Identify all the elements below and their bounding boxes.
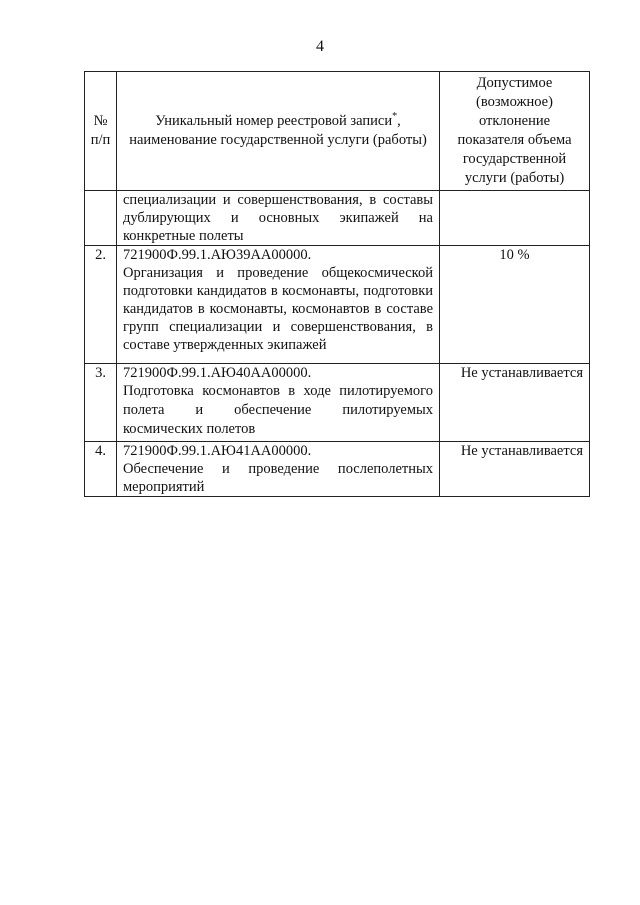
table-row bbox=[85, 246, 590, 364]
row-code: 721900Ф.99.1.АЮ39АА00000. bbox=[123, 247, 312, 263]
row-number: 2. bbox=[85, 246, 117, 364]
row-description bbox=[117, 191, 440, 246]
row-text: Организация и проведение общекосмической подготовки кандидатов в космонавты, подготовки кандидатов в космонавты, космонавтов в составе групп специализации и совершенствования, в составе утвержденных экипажей bbox=[123, 265, 433, 353]
header-number-line2: п/п bbox=[90, 132, 111, 148]
registry-table bbox=[84, 71, 590, 497]
row-deviation: Не устанавливается bbox=[440, 442, 590, 497]
row-number: 4. bbox=[85, 442, 117, 497]
header-number-line1: № bbox=[93, 113, 108, 129]
footnote-mark: * bbox=[392, 111, 398, 123]
row-code: 721900Ф.99.1.АЮ40АА00000. bbox=[123, 365, 312, 381]
row-deviation: Не устанавливается bbox=[440, 364, 590, 442]
header-name-text: Уникальный номер реестровой записи bbox=[155, 113, 393, 129]
row-text: специализации и совершенствования, в составы дублирующих и основных экипажей на конкретные полеты bbox=[123, 192, 433, 244]
row-description bbox=[117, 364, 440, 442]
table-header-row bbox=[85, 72, 590, 191]
row-text: Подготовка космонавтов в ходе пилотируемого полета и обеспечение пилотируемых космических полетов bbox=[123, 383, 433, 437]
header-deviation: Допустимое (возможное) отклонение показателя объема государственной услуги (работы) bbox=[440, 72, 590, 191]
row-text: Обеспечение и проведение послеполетных мероприятий bbox=[123, 461, 433, 495]
row-number: 3. bbox=[85, 364, 117, 442]
page-number: 4 bbox=[316, 38, 324, 55]
row-code: 721900Ф.99.1.АЮ41АА00000. bbox=[123, 443, 312, 459]
row-description bbox=[117, 442, 440, 497]
row-deviation bbox=[440, 191, 590, 246]
header-name-rest: , наименование государственной услуги (работы) bbox=[129, 113, 427, 148]
header-number bbox=[85, 72, 117, 191]
row-number bbox=[85, 191, 117, 246]
row-deviation: 10 % bbox=[440, 246, 590, 364]
table-row bbox=[85, 191, 590, 246]
header-name bbox=[117, 72, 440, 191]
table-row bbox=[85, 364, 590, 442]
table-row bbox=[85, 442, 590, 497]
row-description bbox=[117, 246, 440, 364]
